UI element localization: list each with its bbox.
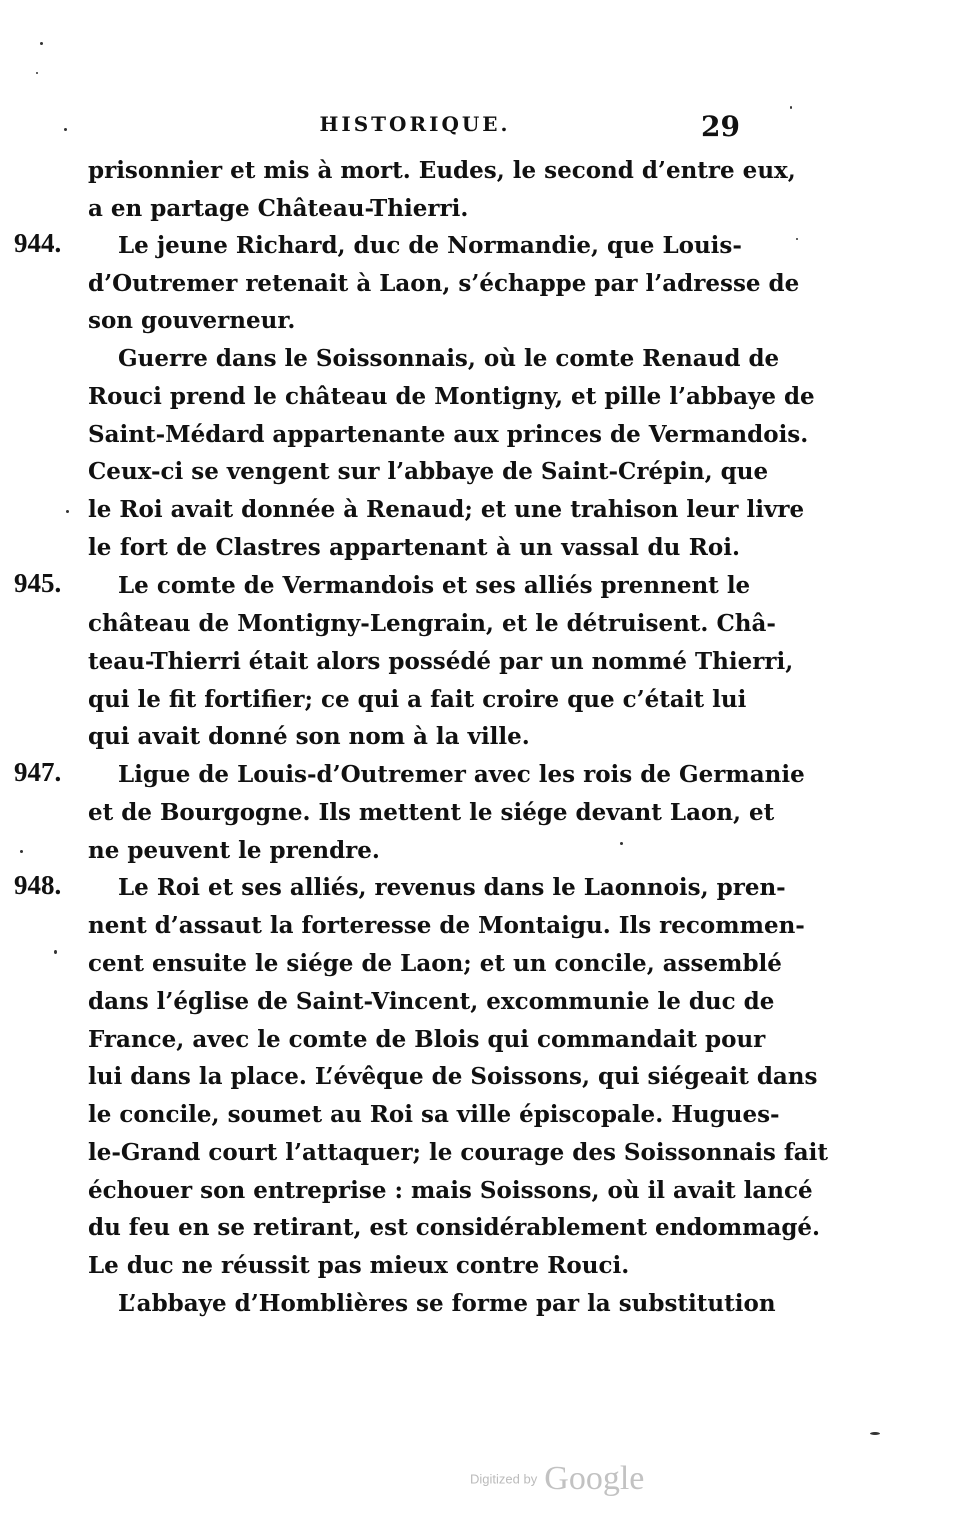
- text-line: son gouverneur.: [88, 307, 296, 334]
- scan-speck: [796, 238, 798, 240]
- text-line: cent ensuite le siége de Laon; et un concile, assemblé: [88, 950, 782, 977]
- digitized-label: Digitized by: [470, 1471, 538, 1487]
- text-line: ne peuvent le prendre.: [88, 837, 380, 864]
- text-line: Ceux-ci se vengent sur l’abbaye de Saint-Crépin, que: [88, 458, 769, 485]
- google-logo: Google: [544, 1460, 645, 1497]
- text-line: a en partage Château-Thierri.: [88, 195, 469, 222]
- page-header: [90, 112, 740, 146]
- text-line: qui avait donné son nom à la ville.: [88, 723, 530, 750]
- text-line: du feu en se retirant, est considérablement endommagé.: [88, 1214, 821, 1241]
- year-948: 948.: [14, 870, 62, 900]
- text-line: L’abbaye d’Homblières se forme par la substitution: [118, 1290, 776, 1317]
- running-title: HISTORIQUE.: [319, 112, 511, 136]
- text-line: nent d’assaut la forteresse de Montaigu. Ils recommen-: [88, 912, 805, 939]
- text-line: le-Grand court l’attaquer; le courage des Soissonnais fait: [88, 1139, 829, 1166]
- text-line: teau-Thierri était alors possédé par un nommé Thierri,: [88, 648, 794, 675]
- scan-speck: [66, 510, 69, 513]
- text-line: château de Montigny-Lengrain, et le détruisent. Châ-: [88, 610, 776, 637]
- text-line: prisonnier et mis à mort. Eudes, le second d’entre eux,: [88, 157, 796, 184]
- year-945: 945.: [14, 568, 62, 598]
- scan-speck: [36, 72, 38, 74]
- text-line: Le Roi et ses alliés, revenus dans le Laonnois, pren-: [118, 874, 786, 901]
- text-line: Rouci prend le château de Montigny, et pille l’abbaye de: [88, 383, 815, 410]
- text-line: France, avec le comte de Blois qui commandait pour: [88, 1026, 766, 1053]
- text-line: le fort de Clastres appartenant à un vassal du Roi.: [88, 534, 740, 561]
- text-line: et de Bourgogne. Ils mettent le siége devant Laon, et: [88, 799, 775, 826]
- text-line: qui le fit fortifier; ce qui a fait croire que c’était lui: [88, 686, 747, 713]
- scan-speck: [64, 128, 67, 131]
- text-line: Le comte de Vermandois et ses alliés prennent le: [118, 572, 751, 599]
- digitized-watermark: [470, 1460, 644, 1500]
- scan-speck: [54, 950, 57, 954]
- text-line: le concile, soumet au Roi sa ville épiscopale. Hugues-: [88, 1101, 780, 1128]
- scan-speck: [620, 842, 623, 845]
- text-line: échouer son entreprise : mais Soissons, où il avait lancé: [88, 1177, 813, 1204]
- scan-speck: [790, 106, 792, 109]
- text-line: Le jeune Richard, duc de Normandie, que Louis-: [118, 232, 742, 259]
- text-line: Guerre dans le Soissonnais, où le comte Renaud de: [118, 345, 780, 372]
- year-944: 944.: [14, 228, 62, 258]
- text-line: lui dans la place. L’évêque de Soissons, qui siégeait dans: [88, 1063, 818, 1090]
- scan-speck: [20, 850, 23, 853]
- text-line: Le duc ne réussit pas mieux contre Rouci.: [88, 1252, 630, 1279]
- scan-speck: [870, 1432, 880, 1435]
- year-947: 947.: [14, 757, 62, 787]
- text-line: Ligue de Louis-d’Outremer avec les rois de Germanie: [118, 761, 805, 788]
- text-line: dans l’église de Saint-Vincent, excommunie le duc de: [88, 988, 775, 1015]
- page-number: 29: [701, 110, 740, 143]
- text-line: Saint-Médard appartenante aux princes de Vermandois.: [88, 421, 809, 448]
- scan-speck: [40, 42, 43, 45]
- text-line: le Roi avait donnée à Renaud; et une trahison leur livre: [88, 496, 805, 523]
- text-line: d’Outremer retenait à Laon, s’échappe par l’adresse de: [88, 270, 800, 297]
